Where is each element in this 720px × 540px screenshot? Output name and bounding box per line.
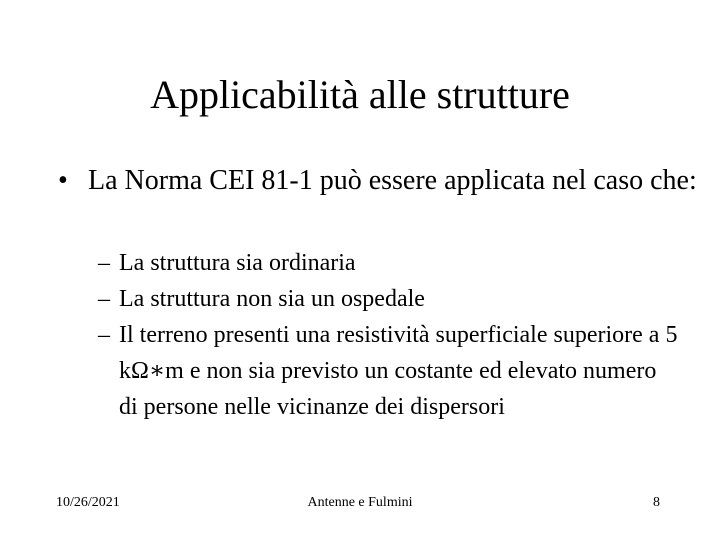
slide-title: Applicabilità alle strutture — [150, 72, 570, 117]
sub-bullet-1 — [98, 245, 678, 281]
sub-bullet-text: La struttura sia ordinaria — [119, 250, 356, 276]
dash-marker: – — [98, 286, 110, 312]
bullet-marker: • — [58, 165, 68, 196]
footer-title: Antenne e Fulmini — [307, 495, 413, 510]
sub-bullet-3 — [98, 317, 678, 425]
sub-bullet-text: La struttura non sia un ospedale — [119, 286, 425, 312]
main-bullet-text: La Norma CEI 81-1 può essere applicata nel caso che: — [88, 165, 697, 196]
main-bullet — [58, 163, 698, 199]
dash-marker: – — [98, 322, 110, 348]
footer-date: 10/26/2021 — [56, 495, 120, 510]
sub-bullet-2 — [98, 281, 678, 317]
dash-marker: – — [98, 250, 110, 276]
page-number: 8 — [653, 495, 660, 510]
sub-bullet-text: Il terreno presenti una resistività superficiale superiore a 5 kΩ∗m e non sia previsto un costante ed elevato numero di persone nelle vicinanze dei dispersori — [119, 322, 678, 420]
